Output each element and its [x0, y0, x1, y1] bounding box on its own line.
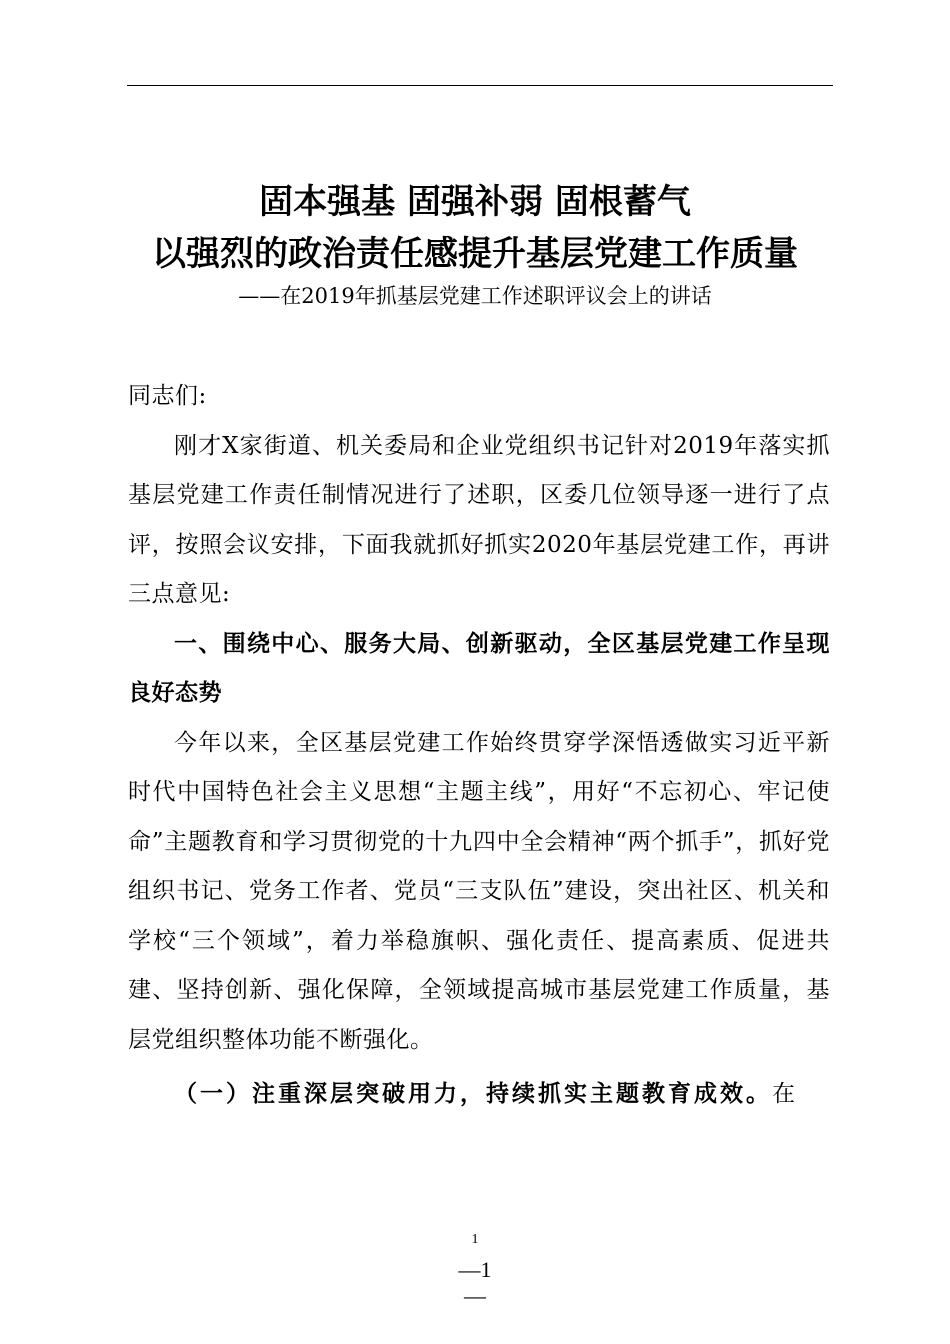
subsection-1-text: 在 — [772, 1081, 796, 1107]
title-line-2: 以强烈的政治责任感提升基层党建工作质量 — [152, 234, 798, 274]
subtitle: ——在2019年抓基层党建工作述职评议会上的讲话 — [238, 284, 712, 308]
title-block — [100, 176, 850, 314]
page-number-small: 1 — [471, 1232, 479, 1247]
section-1-paragraph: 今年以来，全区基层党建工作始终贯穿学深悟透做实习近平新时代中国特色社会主义思想“主题主线”，用好“不忘初心、牢记使命”主题教育和学习贯彻党的十九四中全会精神“两个抓手”，抓好党组织书记、党务工作者、党员“三支队伍”建设，突出社区、机关和学校“三个领域”，着力举稳旗帜、强化责任、提高素质、促进共建、坚持创新、强化保障，全领域提高城市基层党建工作质量，基层党组织整体功能不断强化。 — [128, 729, 830, 1053]
page-number-dash: — — [464, 1283, 486, 1308]
subsection-1-paragraph — [128, 1069, 830, 1120]
subsection-1-heading: （一）注重深层突破用力，持续抓实主题教育成效。 — [174, 1080, 772, 1107]
body-text — [128, 372, 830, 1120]
intro-paragraph: 刚才X家街道、机关委局和企业党组织书记针对2019年落实抓基层党建工作责任制情况进行了述职，区委几位领导逐一进行了点评，按照会议安排，下面我就抓好抓实2020年基层党建工作，再讲三点意见: — [128, 432, 830, 607]
title-line-1: 固本强基 固强补弱 固根蓄气 — [259, 182, 691, 222]
page-number: —1 — [458, 1257, 492, 1282]
salutation: 同志们: — [128, 383, 207, 409]
section-1-heading: 一、围绕中心、服务大局、创新驱动，全区基层党建工作呈现良好态势 — [128, 630, 830, 706]
header-rule — [127, 85, 833, 86]
